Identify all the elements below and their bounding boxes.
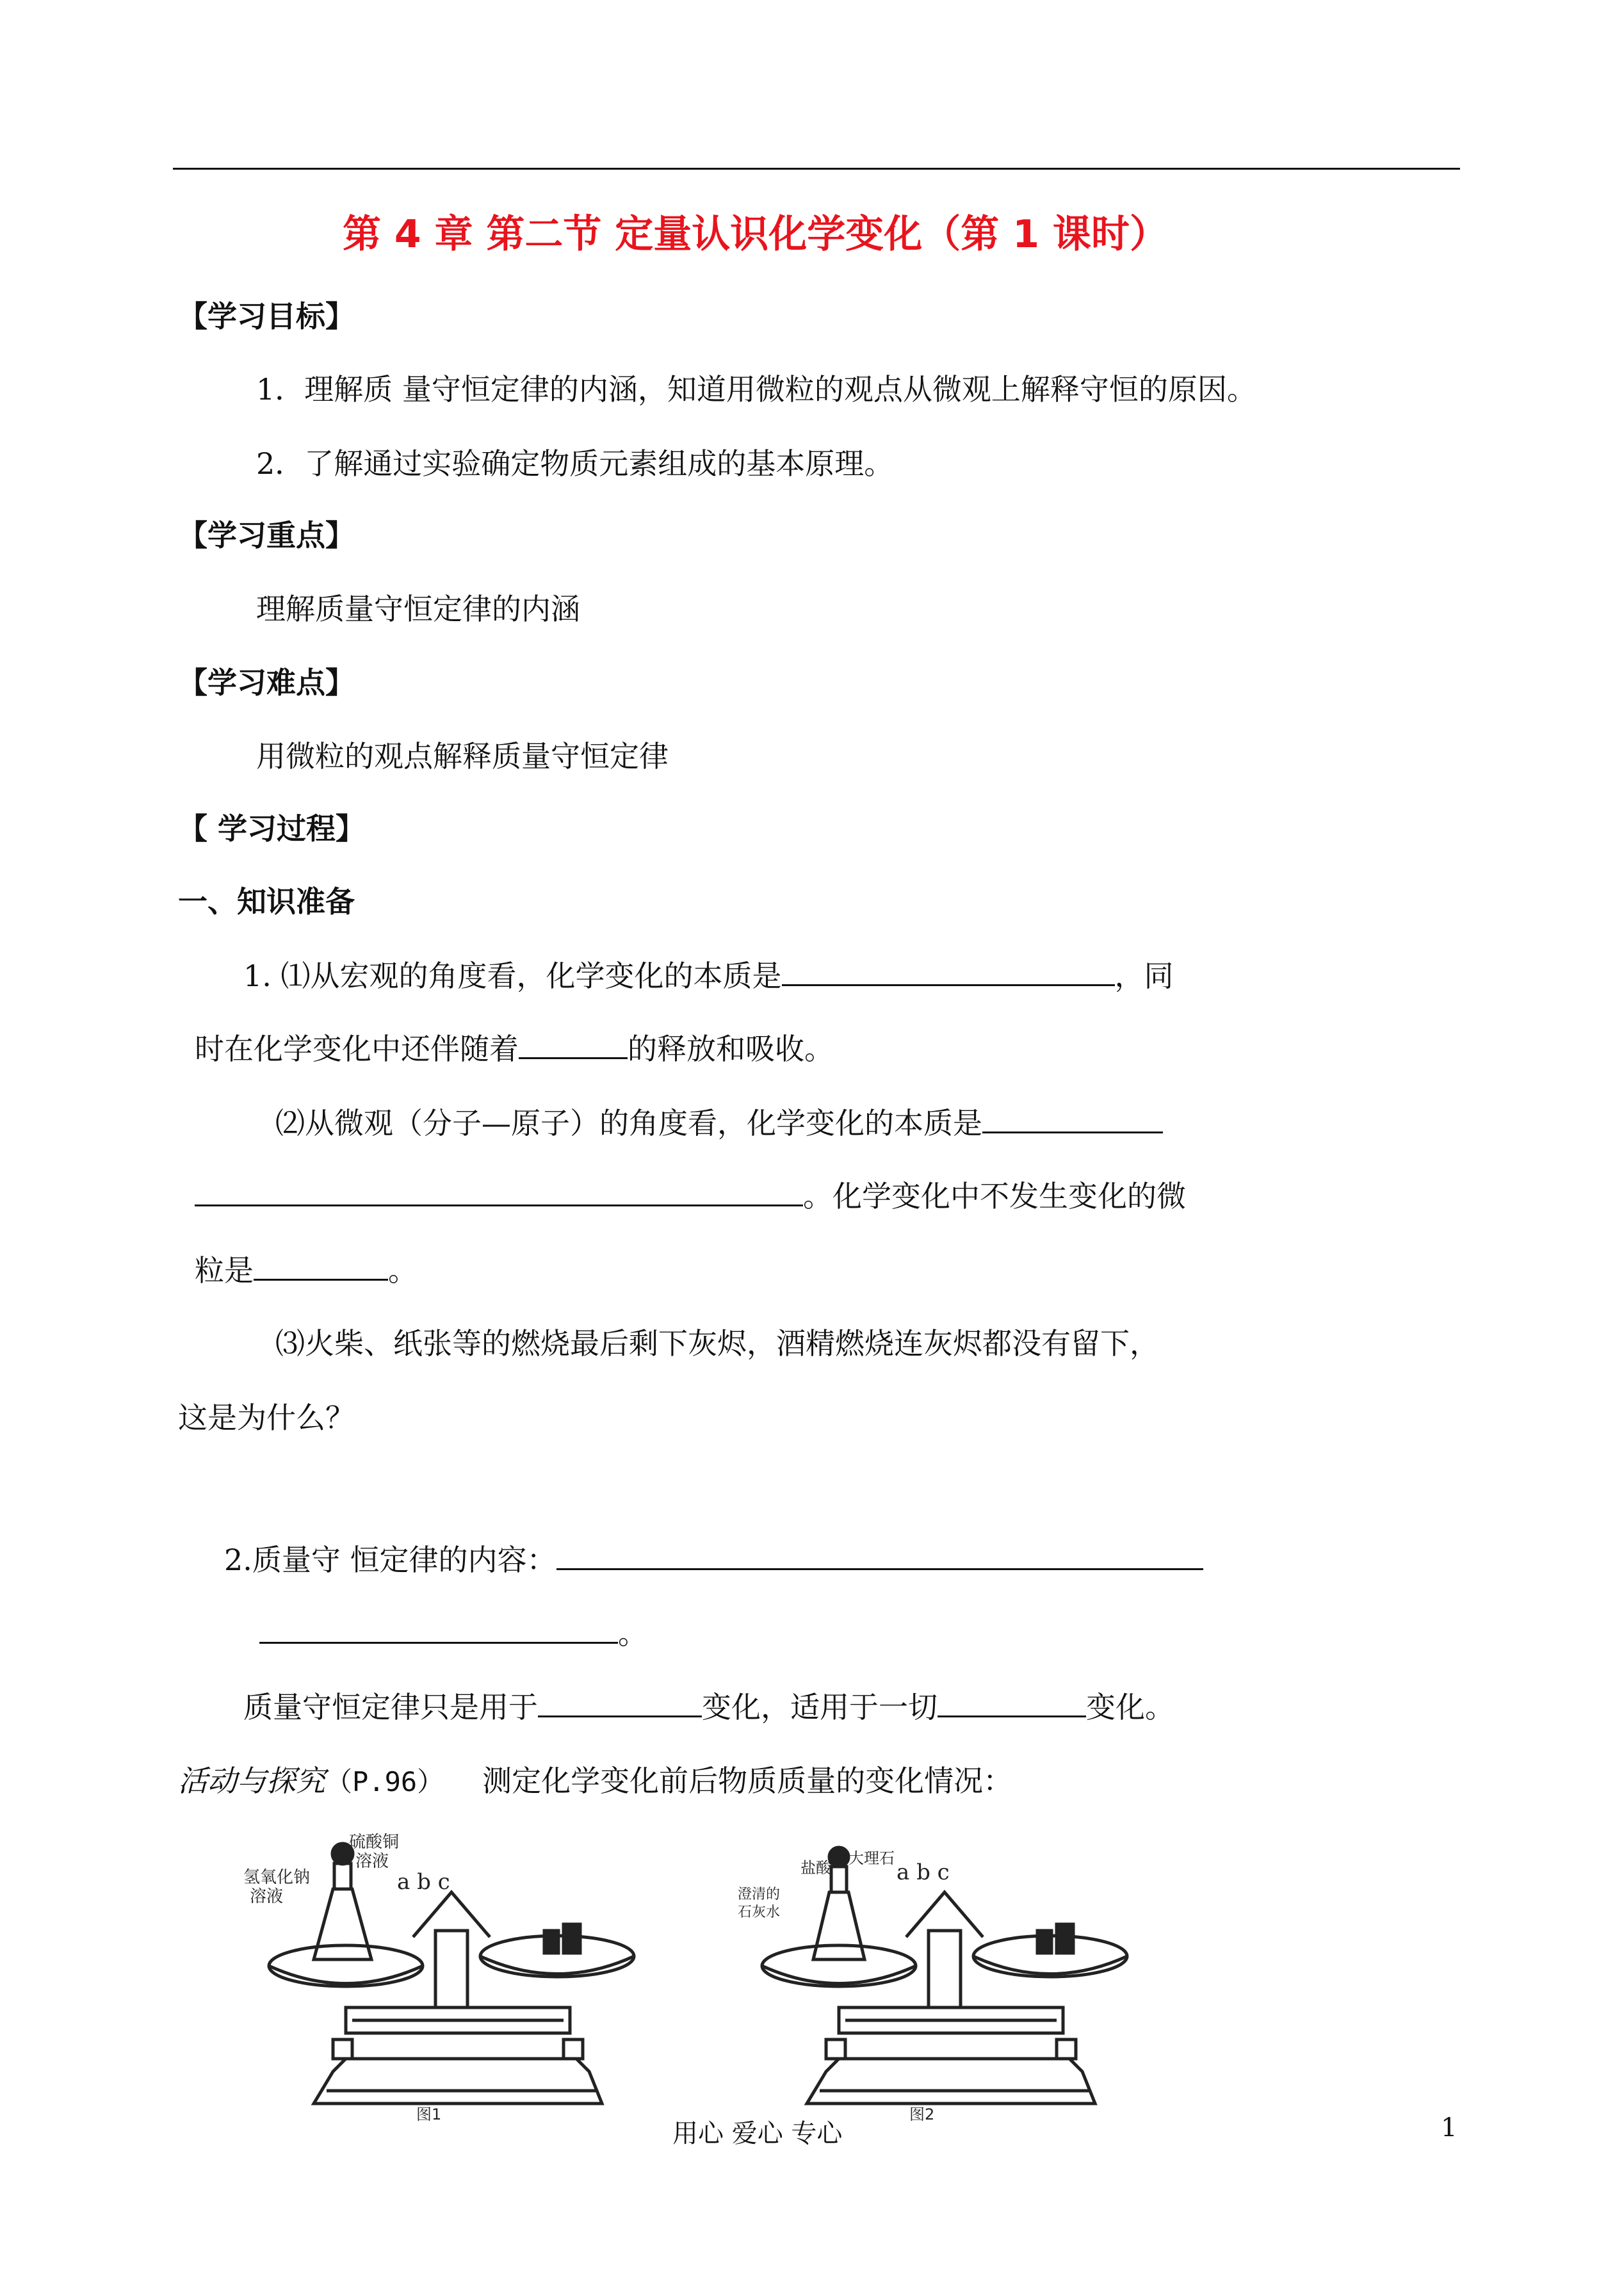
q2-blank-3[interactable] xyxy=(538,1687,702,1717)
fig2-label-lime-2: 石灰水 xyxy=(738,1904,781,1920)
objectives-heading: 【学习目标】 xyxy=(178,299,355,334)
q1-2-blank-3[interactable] xyxy=(254,1251,388,1281)
q2-line3 xyxy=(243,1684,1174,1726)
q1-3-line2: 这是为什么？ xyxy=(178,1400,355,1435)
q2-text-c1: 质量守恒定律只是用于 xyxy=(243,1690,538,1724)
difficulty-heading: 【学习难点】 xyxy=(178,665,355,700)
difficulty-text: 用微粒的观点解释质量守恒定律 xyxy=(256,739,669,774)
q1-1-line2 xyxy=(195,1026,834,1068)
q1-2-text-b: 。化学变化中不发生变化的微 xyxy=(803,1179,1186,1213)
figure-2-balance xyxy=(736,1828,1223,2123)
q2-text-b: 。 xyxy=(618,1616,647,1651)
fig2-label-hcl: 盐酸 xyxy=(800,1859,831,1877)
q1-1-blank-2[interactable] xyxy=(519,1029,628,1059)
page-title: 第 4 章 第二节 定量认识化学变化（第 1 课时） xyxy=(343,212,1168,257)
q1-2-line1 xyxy=(275,1100,1163,1142)
fig2-label-lime: 澄清的 xyxy=(738,1886,781,1902)
q2-line2 xyxy=(259,1610,647,1653)
q1-2-text-c: 粒是 xyxy=(195,1253,254,1288)
activity-text: 测定化学变化前后物质质量的变化情况： xyxy=(482,1764,1013,1798)
q1-3-line1: ⑶火柴、纸张等的燃烧最后剩下灰烬，酒精燃烧连灰烬都没有留下， xyxy=(275,1326,1159,1361)
q1-2-line2 xyxy=(195,1173,1186,1215)
keypoint-heading: 【学习重点】 xyxy=(178,518,355,553)
q2-line1 xyxy=(224,1537,1203,1579)
part1-heading: 一、知识准备 xyxy=(178,884,355,919)
fig1-abc: a b c xyxy=(397,1869,450,1895)
q1-2-blank-2[interactable] xyxy=(195,1176,803,1206)
fig1-label-naoh-2: 溶液 xyxy=(250,1887,284,1906)
q1-1-text-d: 的释放和吸收。 xyxy=(628,1032,834,1066)
q1-1-text-a: 1. ⑴从宏观的角度看，化学变化的本质是 xyxy=(243,959,782,993)
q2-text-c3: 变化。 xyxy=(1086,1690,1174,1724)
fig1-caption: 图1 xyxy=(416,2105,442,2123)
q1-1-line1 xyxy=(243,953,1174,995)
footer-motto: 用心 爱心 专心 xyxy=(672,2119,843,2148)
fig1-label-naoh: 氢氧化钠 xyxy=(243,1868,311,1887)
fig1-label-cuso4-2: 溶液 xyxy=(355,1852,389,1871)
activity-label: 活动与探究 xyxy=(178,1764,325,1798)
figure-1-balance xyxy=(243,1828,730,2123)
objective-2: 2．了解通过实验确定物质元素组成的基本原理。 xyxy=(256,446,894,481)
activity-ref: （P.96） xyxy=(325,1766,444,1797)
q2-blank-1[interactable] xyxy=(556,1540,1203,1570)
activity-line xyxy=(178,1758,1012,1800)
q2-blank-2[interactable] xyxy=(259,1614,618,1644)
objective-1: 1．理解质 量守恒定律的内涵，知道用微粒的观点从微观上解释守恒的原因。 xyxy=(256,372,1256,407)
q2-text-a: 2.质量守 恒定律的内容： xyxy=(224,1543,556,1577)
header-rule xyxy=(173,168,1460,170)
q2-text-c2: 变化，适用于一切 xyxy=(702,1690,938,1724)
fig2-label-marble: 大理石 xyxy=(849,1849,895,1867)
q1-2-line3 xyxy=(195,1247,418,1290)
fig2-caption: 图2 xyxy=(909,2105,935,2123)
fig1-label-cuso4: 硫酸铜 xyxy=(349,1833,400,1852)
fig2-abc: a b c xyxy=(897,1860,950,1885)
q1-1-text-b: ，同 xyxy=(1114,959,1174,993)
q1-1-blank-1[interactable] xyxy=(782,956,1115,986)
q1-2-blank-1[interactable] xyxy=(982,1103,1163,1133)
q2-blank-4[interactable] xyxy=(938,1687,1086,1717)
page-number: 1 xyxy=(1441,2113,1458,2143)
q1-2-text-d: 。 xyxy=(388,1253,418,1288)
keypoint-text: 理解质量守恒定律的内涵 xyxy=(256,592,580,626)
process-heading: 【 学习过程】 xyxy=(178,811,366,846)
q1-1-text-c: 时在化学变化中还伴随着 xyxy=(195,1032,519,1066)
q1-2-text-a: ⑵从微观（分子—原子）的角度看，化学变化的本质是 xyxy=(275,1106,982,1140)
